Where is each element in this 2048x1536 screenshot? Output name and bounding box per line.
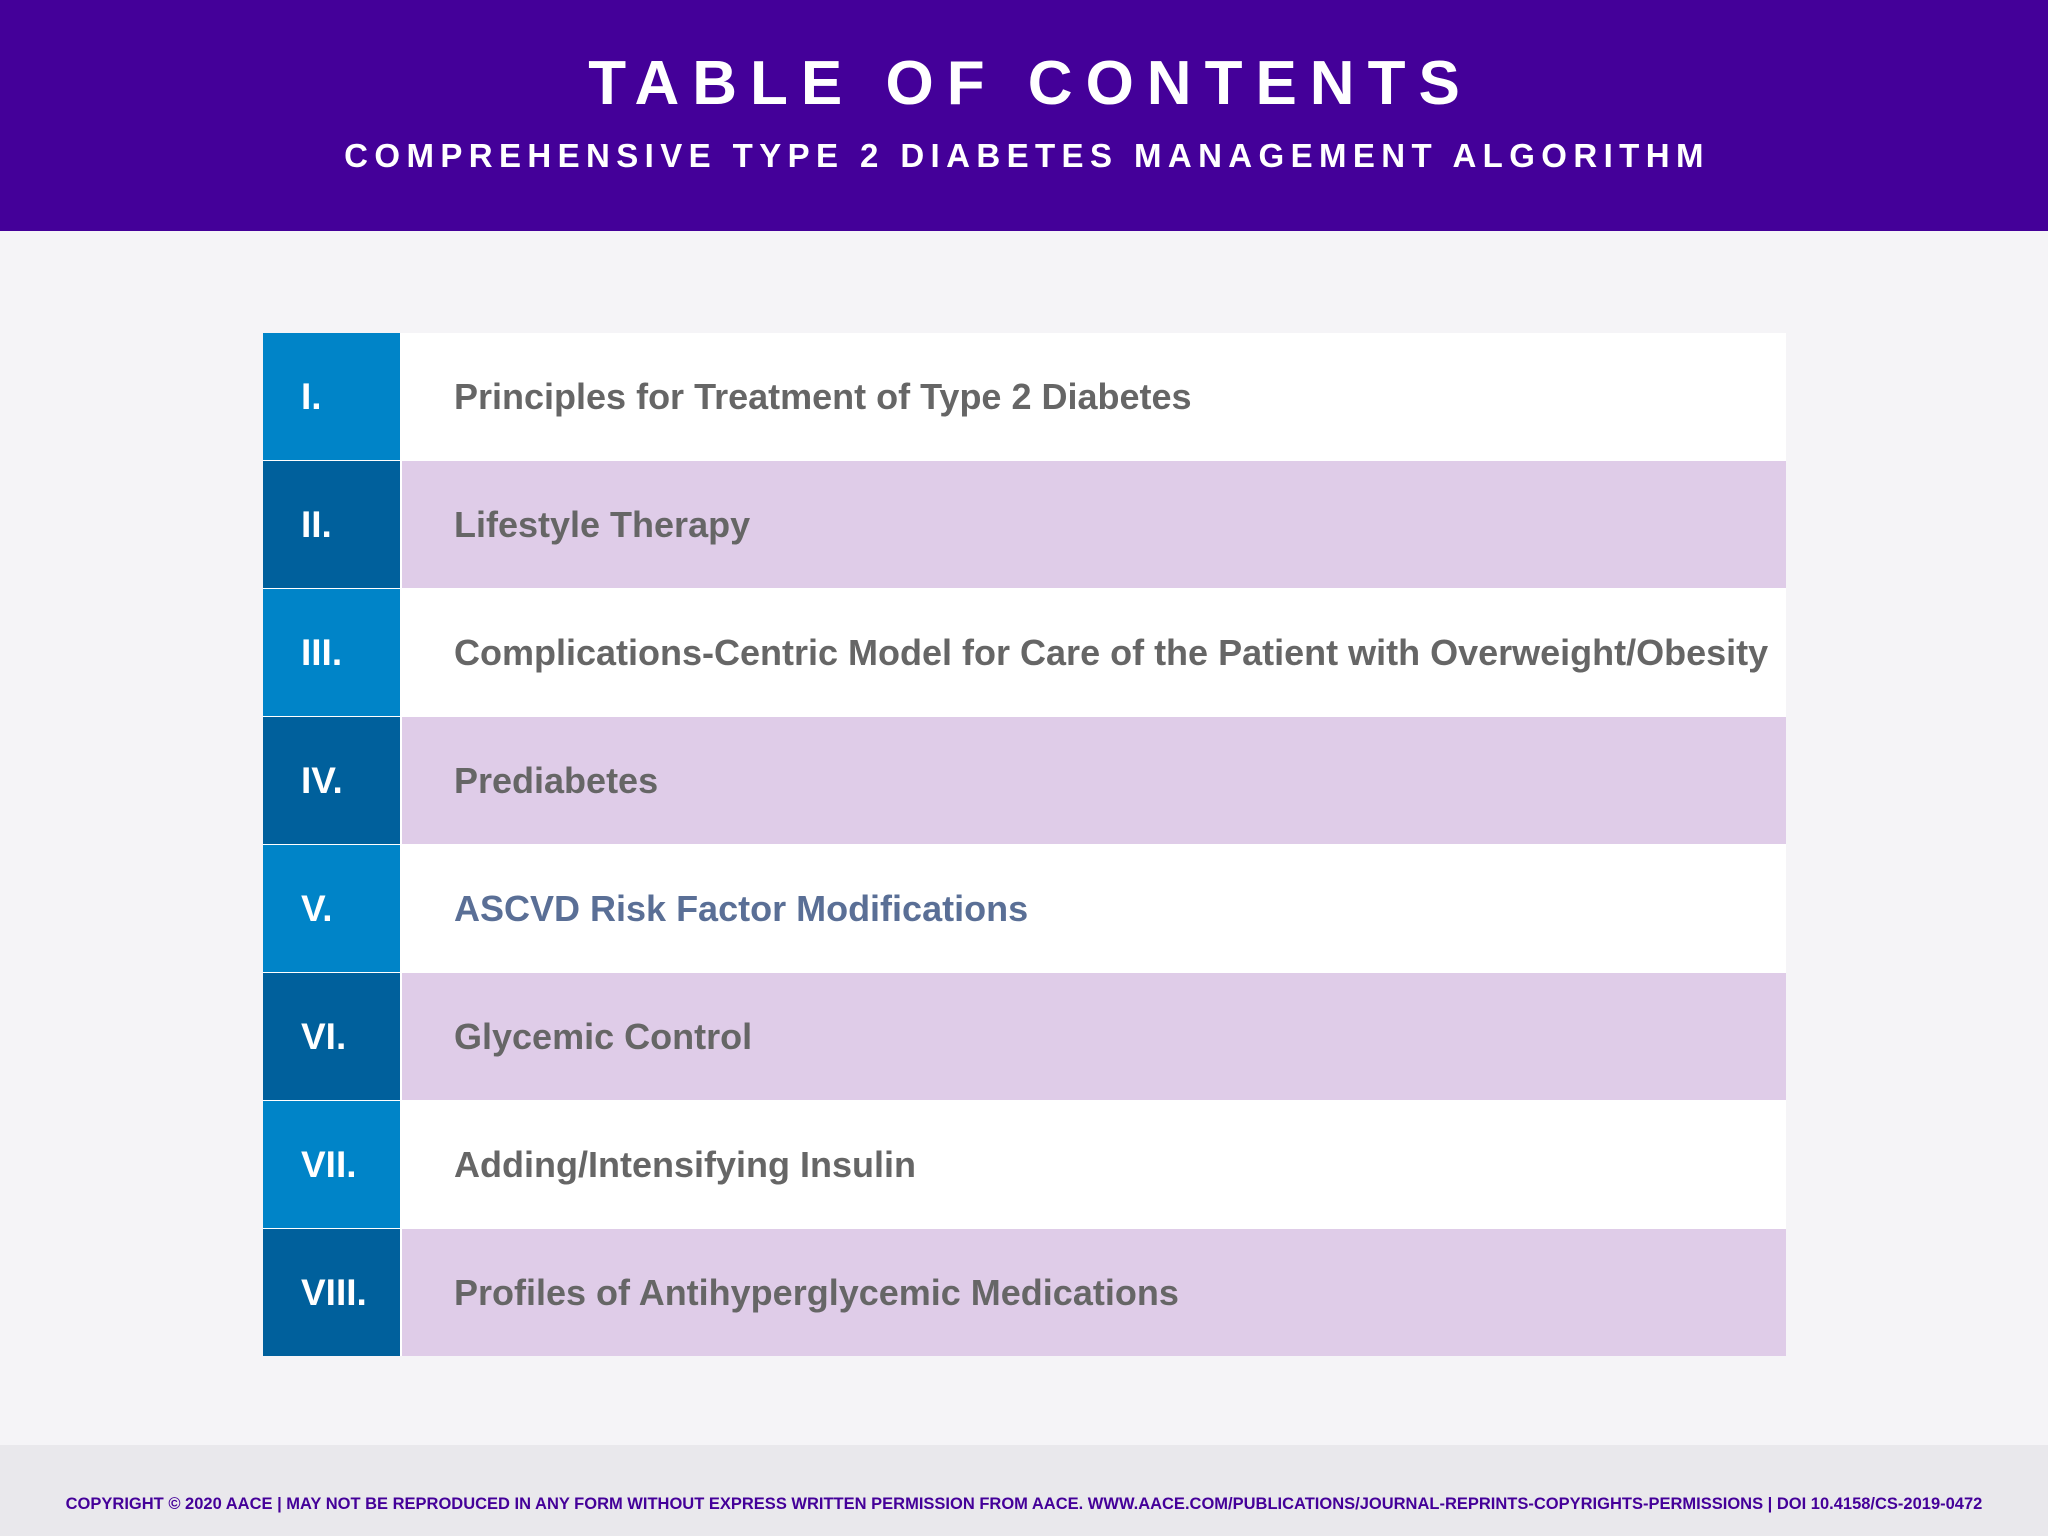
table-of-contents	[263, 333, 1786, 1356]
toc-item-2[interactable]	[263, 461, 1786, 589]
toc-item-4[interactable]	[263, 717, 1786, 845]
toc-item-number: III.	[263, 589, 402, 716]
toc-item-label[interactable]: Glycemic Control	[402, 973, 1786, 1100]
toc-item-label[interactable]: Adding/Intensifying Insulin	[402, 1101, 1786, 1228]
toc-item-label[interactable]: Complications-Centric Model for Care of the Patient with Overweight/Obesity	[402, 589, 1786, 716]
page-title: TABLE OF CONTENTS	[588, 49, 1473, 118]
toc-item-number: I.	[263, 333, 402, 460]
header-banner	[0, 0, 2048, 231]
toc-item-5[interactable]	[263, 845, 1786, 973]
footer-bar	[0, 1445, 2048, 1536]
toc-item-7[interactable]	[263, 1101, 1786, 1229]
toc-item-6[interactable]	[263, 973, 1786, 1101]
toc-item-number: II.	[263, 461, 402, 588]
toc-item-number: V.	[263, 845, 402, 972]
toc-item-label[interactable]: Principles for Treatment of Type 2 Diabetes	[402, 333, 1786, 460]
toc-item-label[interactable]: ASCVD Risk Factor Modifications	[402, 845, 1786, 972]
toc-item-label[interactable]: Profiles of Antihyperglycemic Medications	[402, 1229, 1786, 1356]
toc-item-3[interactable]	[263, 589, 1786, 717]
toc-item-number: VI.	[263, 973, 402, 1100]
toc-item-number: IV.	[263, 717, 402, 844]
toc-item-label[interactable]: Lifestyle Therapy	[402, 461, 1786, 588]
toc-item-number: VII.	[263, 1101, 402, 1228]
copyright-notice: COPYRIGHT © 2020 AACE | MAY NOT BE REPRODUCED IN ANY FORM WITHOUT EXPRESS WRITTEN PERMISSION FROM AACE. WWW.AACE.COM/PUBLICATIONS/JOURNAL-REPRINTS-COPYRIGHTS-PERMISSIONS | DOI 10.4158/CS-2019-0472	[65, 1495, 1983, 1513]
toc-item-label[interactable]: Prediabetes	[402, 717, 1786, 844]
toc-item-1[interactable]	[263, 333, 1786, 461]
toc-item-number: VIII.	[263, 1229, 402, 1356]
toc-item-8[interactable]	[263, 1229, 1786, 1356]
page-subtitle: COMPREHENSIVE TYPE 2 DIABETES MANAGEMENT ALGORITHM	[344, 137, 1710, 174]
